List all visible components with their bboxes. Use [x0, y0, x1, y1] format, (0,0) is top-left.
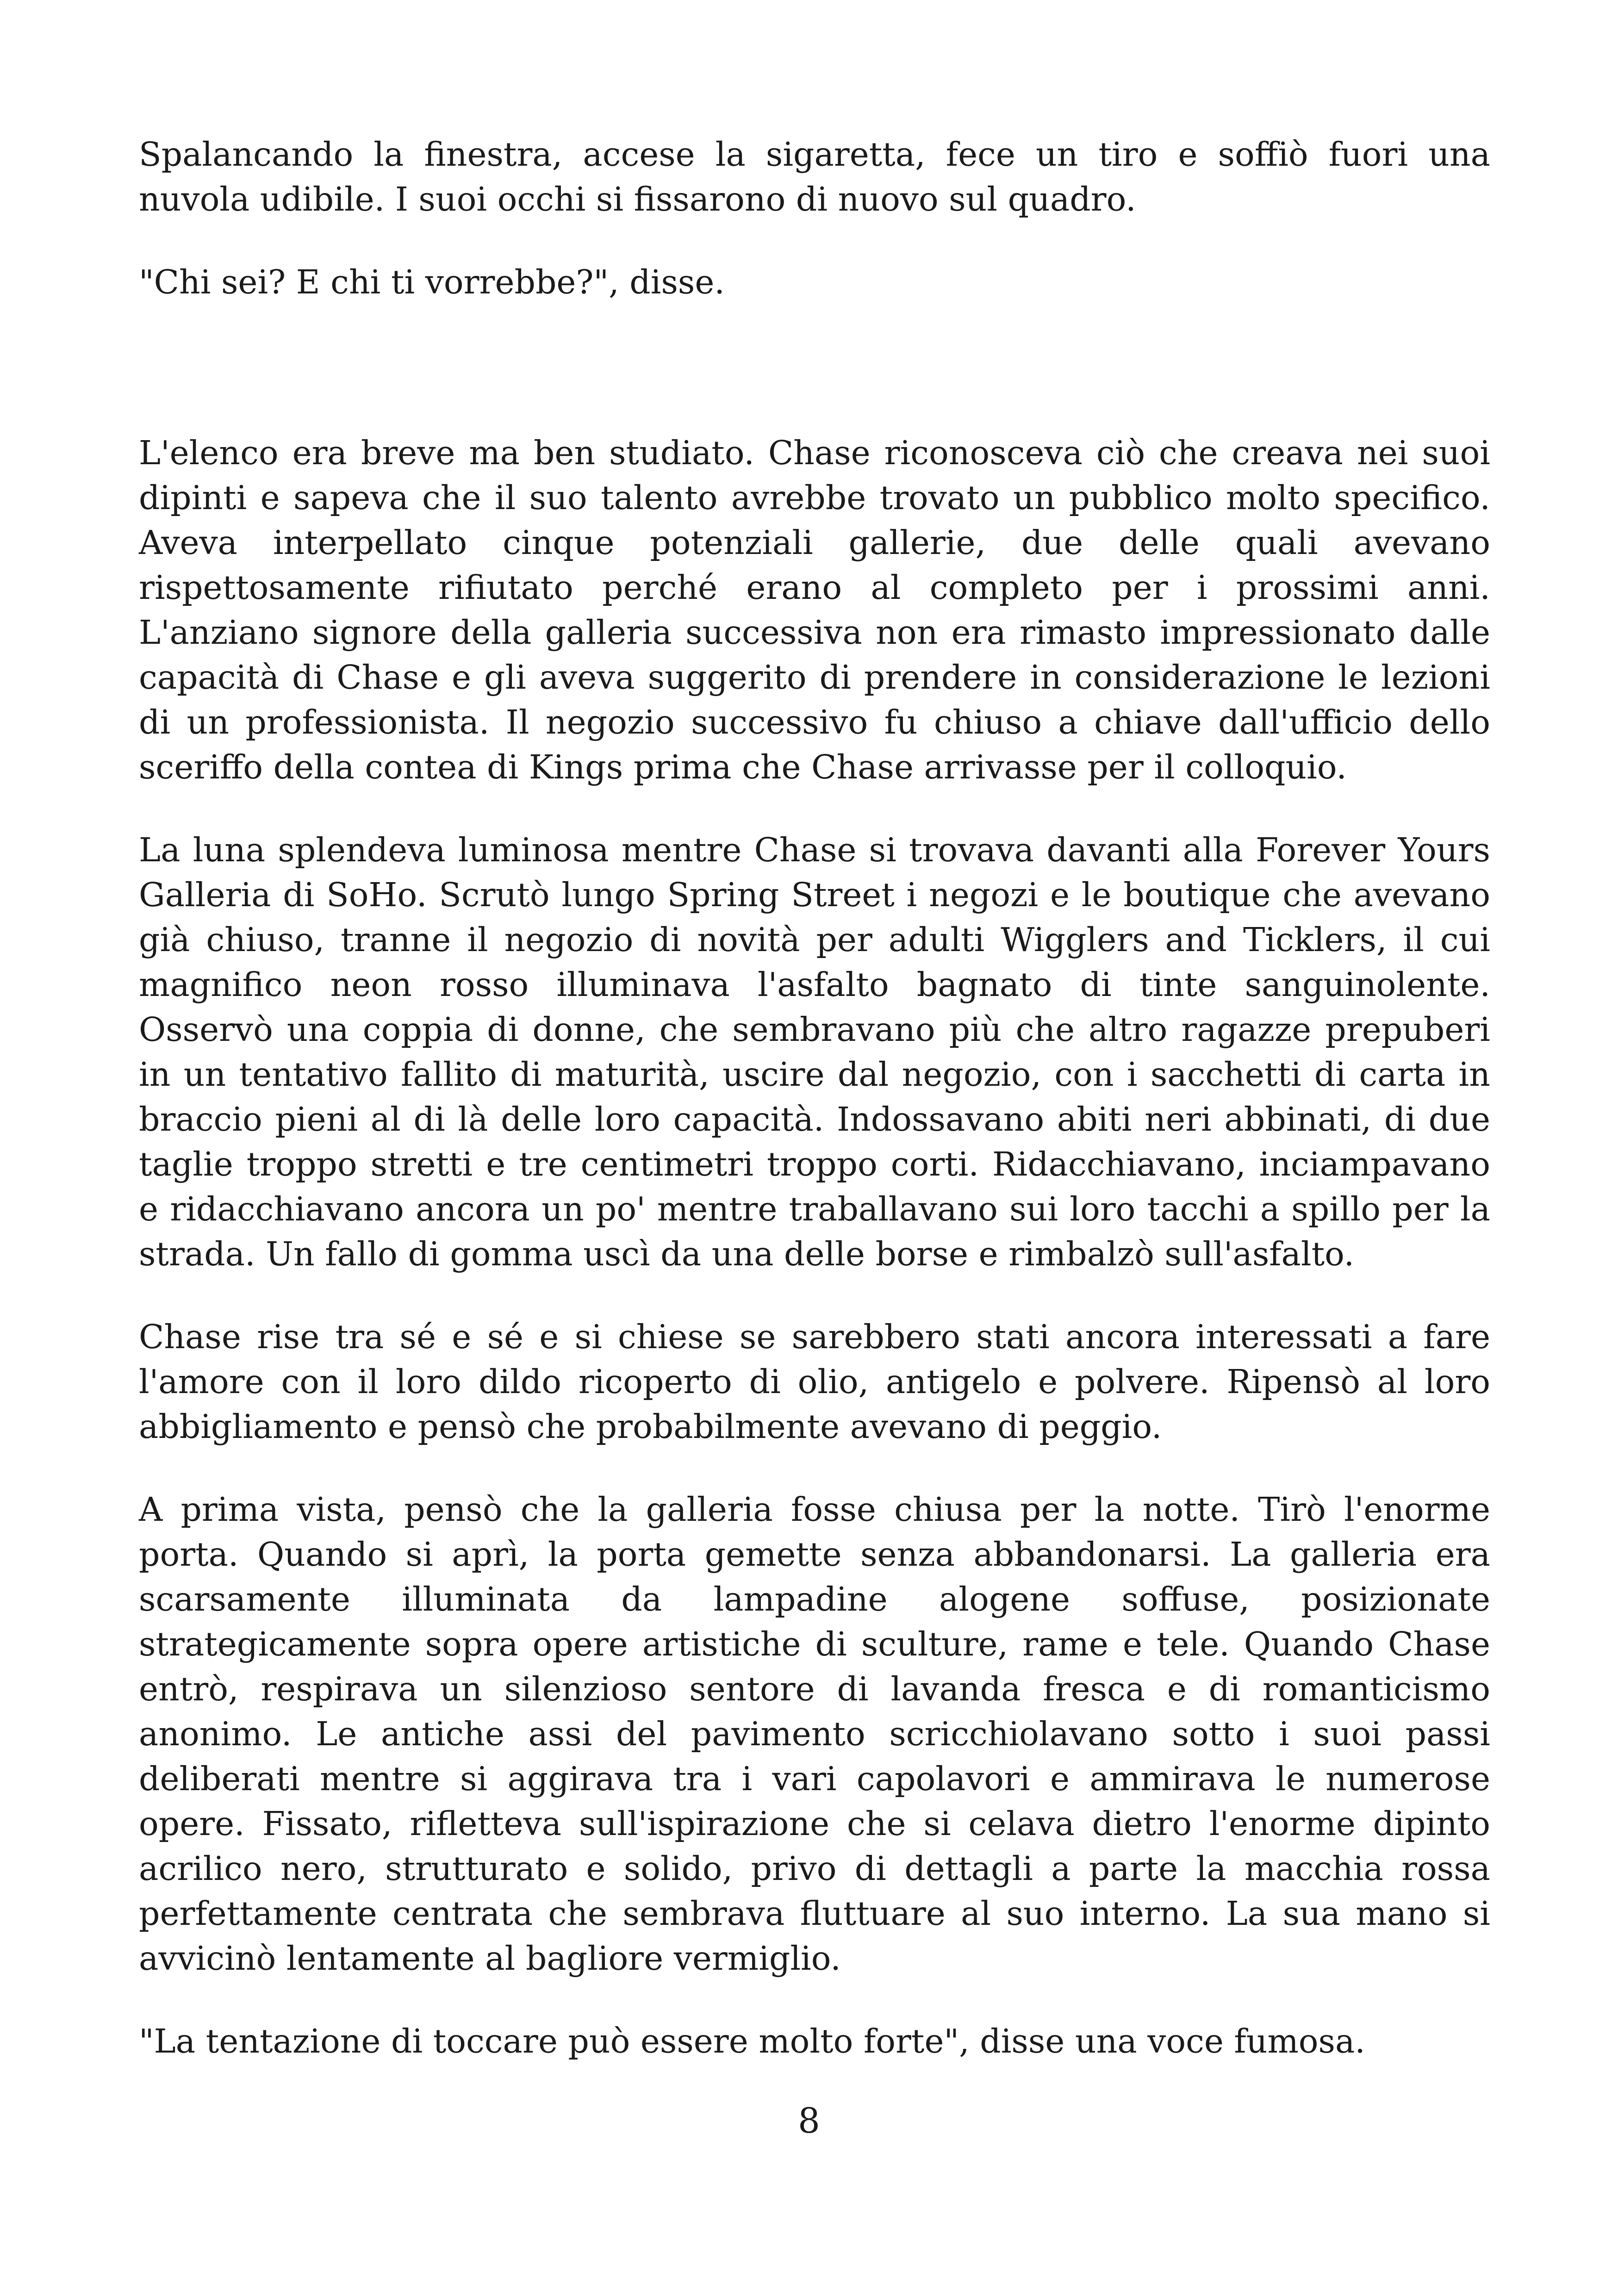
paragraph-gallery-interior: A prima vista, pensò che la galleria fosse chiusa per la notte. Tirò l'enorme porta. Quando si aprì, la porta gemette senza abbandonarsi. La galleria era scarsamente illuminata da lampadine alogene soffuse, posizionate strategicamente sopra opere artistiche di sculture, rame e tele. Quando Chase entrò, respirava un silenzioso sentore di lavanda fresca e di romanticismo anonimo. Le antiche assi del pavimento scricchiolavano sotto i suoi passi deliberati mentre si aggirava tra i vari capolavori e ammirava le numerose opere. Fissato, rifletteva sull'ispirazione che si celava dietro l'enorme dipinto acrilico nero, strutturato e solido, privo di dettagli a parte la macchia rossa perfettamente centrata che sembrava fluttuare al suo interno. La sua mano si avvicinò lentamente al bagliore vermiglio.: [139, 1490, 1490, 1978]
paragraph-gallery-list: L'elenco era breve ma ben studiato. Chase riconosceva ciò che creava nei suoi dipinti e sapeva che il suo talento avrebbe trovato un pubblico molto specifico. Aveva interpellato cinque potenziali gallerie, due delle quali avevano rispettosamente rifiutato perché erano al completo per i prossimi anni. L'anziano signore della galleria successiva non era rimasto impressionato dalle capacità di Chase e gli aveva suggerito di prendere in considerazione le lezioni di un professionista. Il negozio successivo fu chiuso a chiave dall'ufficio dello sceriffo della contea di Kings prima che Chase arrivasse per il colloquio.: [139, 434, 1490, 786]
paragraph-window-cigarette: Spalancando la finestra, accese la sigaretta, fece un tiro e soffiò fuori una nuvola udibile. I suoi occhi si fissarono di nuovo sul quadro.: [139, 135, 1490, 218]
paragraph-chase-laughs: Chase rise tra sé e sé e si chiese se sarebbero stati ancora interessati a fare l'amore con il loro dildo ricoperto di olio, antigelo e polvere. Ripensò al loro abbigliamento e pensò che probabilmente avevano di peggio.: [139, 1318, 1490, 1446]
paragraph-dialogue-who-are-you: "Chi sei? E chi ti vorrebbe?", disse.: [139, 263, 725, 301]
paragraph-soho-night: La luna splendeva luminosa mentre Chase si trovava davanti alla Forever Yours Galleria di SoHo. Scrutò lungo Spring Street i negozi e le boutique che avevano già chiuso, tranne il negozio di novità per adulti Wigglers and Ticklers, il cui magnifico neon rosso illuminava l'asfalto bagnato di tinte sanguinolente. Osservò una coppia di donne, che sembravano più che altro ragazze prepuberi in un tentativo fallito di maturità, uscire dal negozio, con i sacchetti di carta in braccio pieni al di là delle loro capacità. Indossavano abiti neri abbinati, di due taglie troppo stretti e tre centimetri troppo corti. Ridacchiavano, inciampavano e ridacchiavano ancora un po' mentre traballavano sui loro tacchi a spillo per la strada. Un fallo di gomma uscì da una delle borse e rimbalzò sull'asfalto.: [139, 831, 1490, 1273]
page-number: 8: [798, 2100, 820, 2141]
paragraph-smoky-voice: "La tentazione di toccare può essere molto forte", disse una voce fumosa.: [139, 2022, 1365, 2060]
body-text: [139, 132, 1490, 2102]
